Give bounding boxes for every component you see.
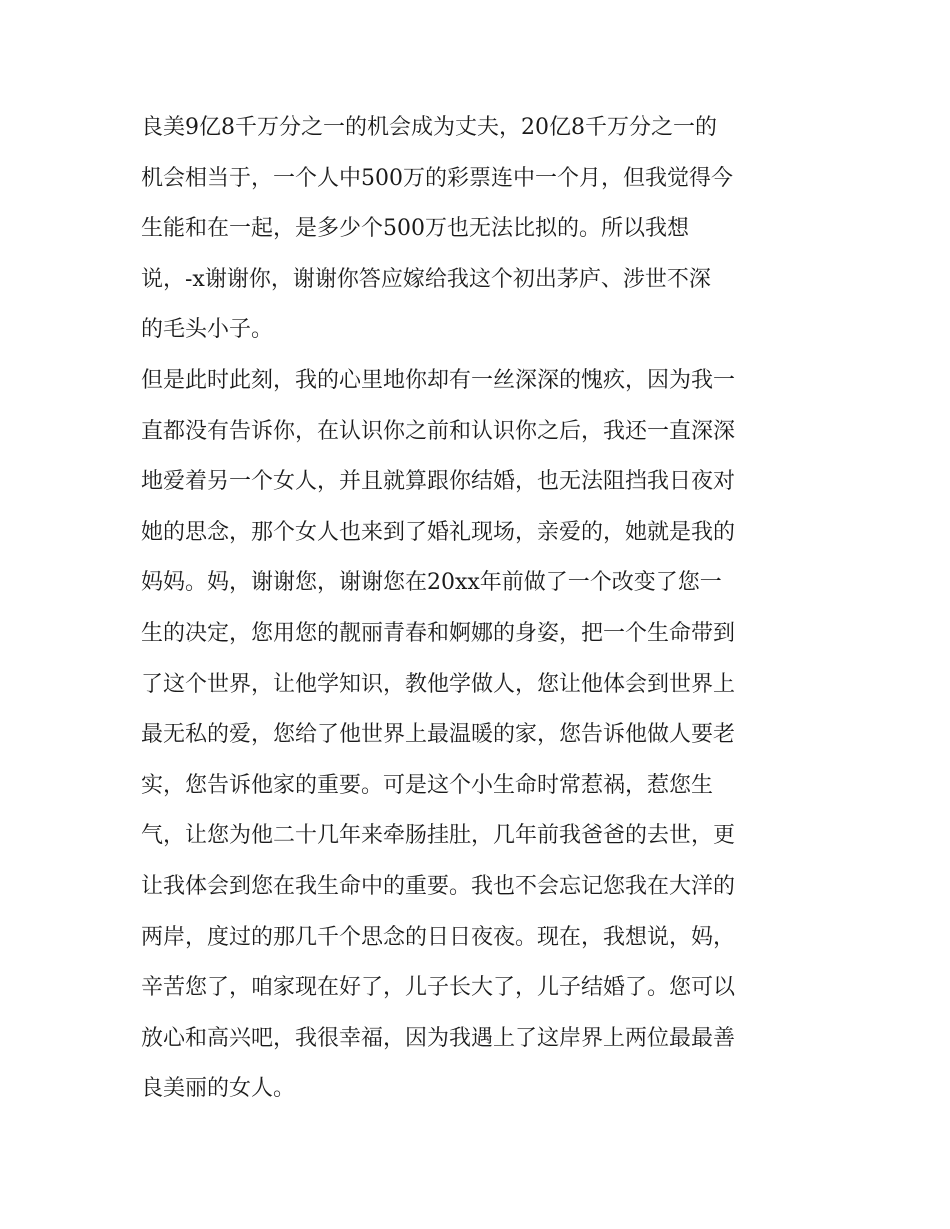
body-text [141,103,821,1115]
text-line: 生的决定，您用您的靓丽青春和婀娜的身姿，把一个生命带到 [141,620,736,646]
text-line: 地爱着另一个女人，并且就算跟你结婚，也无法阻挡我日夜对 [141,469,736,495]
text-line: 直都没有告诉你，在认识你之前和认识你之后，我还一直深深 [141,418,736,444]
text-line: 妈妈。妈，谢谢您，谢谢您在20xx年前做了一个改变了您一 [141,570,722,596]
text-line: 良美丽的女人。 [141,1076,296,1102]
text-line: 放心和高兴吧，我很幸福，因为我遇上了这岸界上两位最最善 [141,1025,736,1051]
text-line: 让我体会到您在我生命中的重要。我也不会忘记您我在大洋的 [141,873,736,899]
text-line: 生能和在一起，是多少个500万也无法比拟的。所以我想 [141,216,689,242]
text-line: 良美9亿8千万分之一的机会成为丈夫，20亿8千万分之一的 [141,115,717,140]
text-line: 了这个世界，让他学知识，教他学做人，您让他体会到世界上 [141,671,736,697]
text-line: 说，-x谢谢你，谢谢你答应嫁给我这个初出茅庐、涉世不深 [141,266,711,292]
text-line: 的毛头小子。 [141,317,274,343]
text-line: 机会相当于，一个人中500万的彩票连中一个月，但我觉得今 [141,165,733,191]
text-line: 气，让您为他二十几年来牵肠挂肚，几年前我爸爸的去世，更 [141,823,736,849]
text-line: 但是此时此刻，我的心里地你却有一丝深深的愧疚，因为我一 [141,367,736,393]
text-line: 最无私的爱，您给了他世界上最温暖的家，您告诉他做人要老 [141,722,736,748]
text-line: 实，您告诉他家的重要。可是这个小生命时常惹祸，惹您生 [141,772,714,798]
text-line: 她的思念，那个女人也来到了婚礼现场，亲爱的，她就是我的 [141,519,736,545]
text-line: 辛苦您了，咱家现在好了，儿子长大了，儿子结婚了。您可以 [141,975,736,1001]
text-line: 两岸，度过的那几千个思念的日日夜夜。现在，我想说，妈， [141,924,736,950]
